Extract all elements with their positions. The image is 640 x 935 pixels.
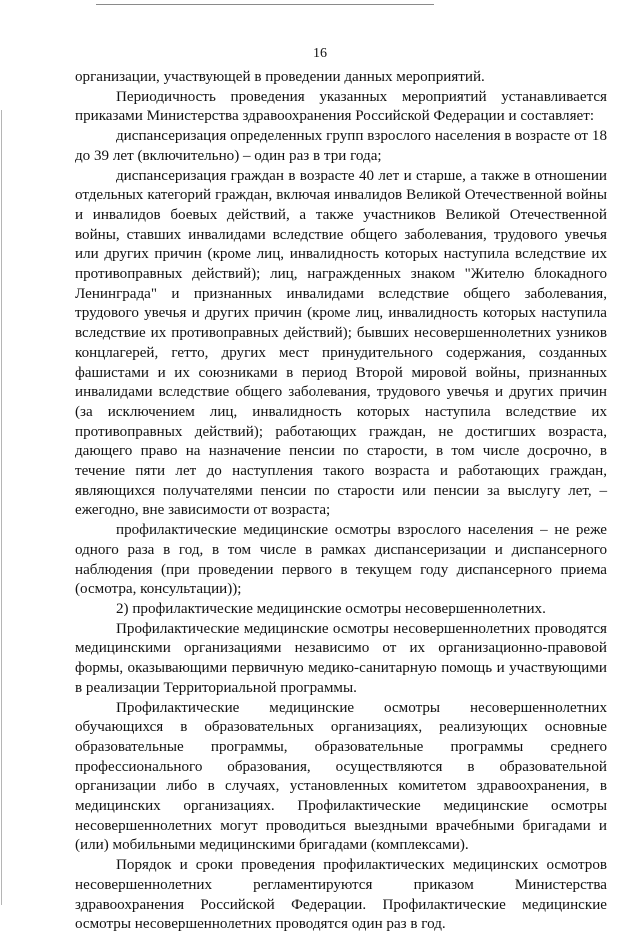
- paragraph-minors-exams-heading: 2) профилактические медицинские осмотры несовершеннолетних.: [116, 600, 546, 617]
- page-number: 16: [313, 46, 327, 61]
- paragraph-minors-exams-education: Профилактические медицинские осмотры несовершеннолетних обучающихся в образовательных организациях, реализующих основные образовательные программы, образовательные программы среднего профессионального образования, осуществляются в образовательной организации либо в случаях, установленных комитетом здравоохранения, в медицинских организациях. Профилактические медицинские осмотры несовершеннолетних могут проводиться выездными врачебными бригадами и (или) мобильными медицинскими бригадами (комплексами).: [75, 699, 607, 854]
- paragraph-adult-preventive-exams: профилактические медицинские осмотры взрослого населения – не реже одного раза в год, в том числе в рамках диспансеризации и диспансерного наблюдения (при проведении первого в текущем году диспансерного приема (осмотра, консультации));: [75, 522, 607, 598]
- paragraph-continuation: организации, участвующей в проведении данных мероприятий.: [75, 69, 485, 85]
- paragraph-minors-exams-organizations: Профилактические медицинские осмотры несовершеннолетних проводятся медицинскими организациями независимо от их организационно-правовой формы, оказывающими первичную медико-санитарную помощь и участвующими в реализации Территориальной программы.: [75, 620, 607, 696]
- paragraph-minors-exams-schedule: Порядок и сроки проведения профилактических медицинских осмотров несовершеннолетних регламентируются приказом Министерства здравоохранения Российской Федерации. Профилактические медицинские осмотры несовершеннолетних проводятся один раз в год.: [75, 857, 607, 933]
- scan-edge-left-line: [1, 110, 2, 905]
- paragraph-dispensary-18-39: диспансеризация определенных групп взрослого населения в возрасте от 18 до 39 лет (включительно) – один раз в три года;: [75, 128, 607, 164]
- document-body: [75, 68, 607, 935]
- scan-edge-top-line: [96, 4, 434, 5]
- paragraph-dispensary-40-plus: диспансеризация граждан в возрасте 40 лет и старше, а также в отношении отдельных категорий граждан, включая инвалидов Великой Отечественной войны и инвалидов боевых действий, а также участников Великой Отечественной войны, ставших инвалидами вследствие общего заболевания, трудового увечья или других причин (кроме лиц, инвалидность которых наступила вследствие их противоправных действий); лиц, награжденных знаком "Жителю блокадного Ленинграда" и признанных инвалидами вследствие общего заболевания, трудового увечья и других причин (кроме лиц, инвалидность которых наступила вследствие их противоправных действий); бывших несовершеннолетних узников концлагерей, гетто, других мест принудительного содержания, созданных фашистами и их союзниками в период Второй мировой войны, признанных инвалидами вследствие общего заболевания, трудового увечья и других причин (за исключением лиц, инвалидность которых наступила вследствие их противоправных действий); работающих граждан, не достигших возраста, дающего право на назначение пенсии по старости, в том числе досрочно, в течение пяти лет до наступления такого возраста и работающих граждан, являющихся получателями пенсии по старости или пенсии за выслугу лет, – ежегодно, вне зависимости от возраста;: [75, 167, 607, 519]
- paragraph-periodicity-intro: Периодичность проведения указанных мероприятий устанавливается приказами Министерства здравоохранения Российской Федерации и составляет:: [75, 88, 607, 125]
